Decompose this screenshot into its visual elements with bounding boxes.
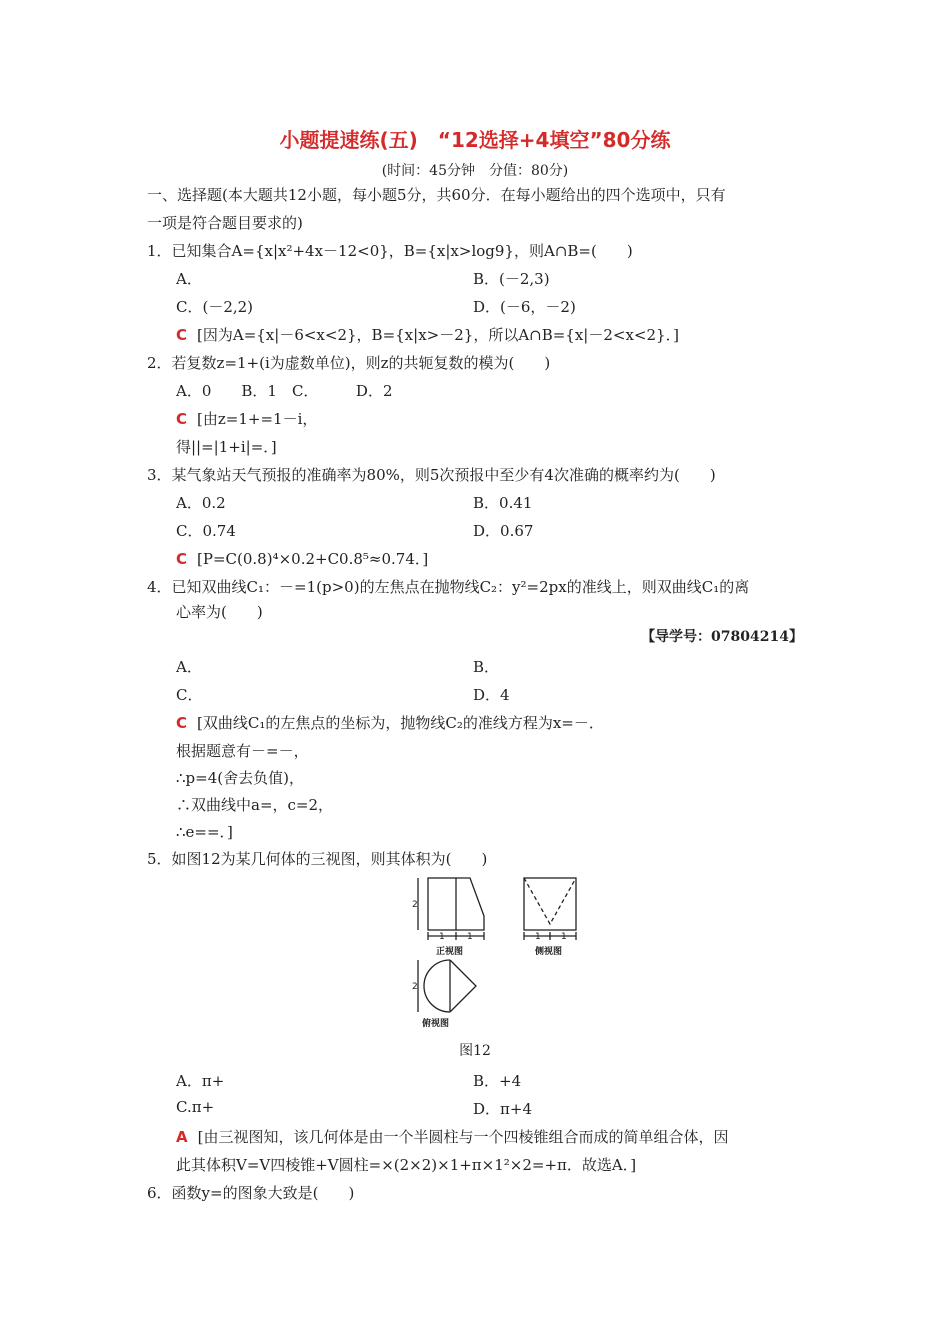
q2-solution-cont: 得||=|1+i|=．] <box>176 438 277 456</box>
q1-solution: C [因为A={x|－6<x<2}，B={x|x>－2}，所以A∩B={x|－2<x<2}．] <box>176 326 679 344</box>
q4-answer: C <box>176 714 188 732</box>
q6-stem: 6．函数y=的图象大致是( ) <box>147 1184 355 1202</box>
q4-solution-2: 根据题意有－=－， <box>176 742 309 760</box>
q3-option-c: C．0.74 <box>176 522 236 540</box>
q4-stem-cont: 心率为( ) <box>176 603 263 621</box>
section-intro: 一、选择题(本大题共12小题，每小题5分，共60分．在每小题给出的四个选项中，只有 <box>147 186 726 204</box>
q1-option-c: C．(－2,2) <box>176 298 254 316</box>
page-title: 小题提速练(五) “12选择+4填空”80分练 <box>279 128 671 152</box>
q5-option-b: B．+4 <box>473 1072 522 1090</box>
front-view-trapezoid <box>456 878 484 930</box>
q4-option-d: D．4 <box>473 686 510 704</box>
figure-caption: 图12 <box>459 1043 491 1059</box>
front-view-label: 正视图 <box>436 947 464 957</box>
q4-solution-5: ∴e==．] <box>176 823 233 841</box>
q4-option-a: A． <box>176 658 202 676</box>
q2-stem: 2．若复数z=1+(i为虚数单位)，则z的共轭复数的模为( ) <box>147 354 551 372</box>
page-subtitle: (时间：45分钟 分值：80分) <box>381 163 569 179</box>
q1-option-d: D．(－6，－2) <box>473 298 576 316</box>
q3-answer: C <box>176 550 188 568</box>
q5-option-c: C.π+ <box>176 1098 215 1116</box>
q2-solution: C [由z=1+=1－i， <box>176 410 318 428</box>
side-view-square <box>524 878 576 930</box>
top-view-triangle <box>450 960 476 1012</box>
q1-option-a: A． <box>176 270 202 288</box>
guide-number: 【导学号：07804214】 <box>641 629 803 645</box>
side-view-label: 侧视图 <box>535 947 563 957</box>
front-dim-2: 2 <box>412 900 418 910</box>
q3-stem: 3．某气象站天气预报的准确率为80%，则5次预报中至少有4次准确的概率约为( ) <box>147 466 716 484</box>
q5-stem: 5．如图12为某几何体的三视图，则其体积为( ) <box>147 850 488 868</box>
section-intro-cont: 一项是符合题目要求的) <box>147 214 303 232</box>
front-view-rect <box>428 878 456 930</box>
q4-solution-3: ∴p=4(舍去负值)， <box>176 769 304 787</box>
side-dim-1b: 1 <box>561 932 567 942</box>
q3-option-a: A．0.2 <box>176 494 226 512</box>
three-view-figure <box>400 872 590 1032</box>
q4-stem: 4．已知双曲线C₁：－=1(p>0)的左焦点在抛物线C₂：y²=2px的准线上，则双曲线C₁的离 <box>147 578 750 596</box>
top-dim-2: 2 <box>412 982 418 992</box>
q3-option-d: D．0.67 <box>473 522 534 540</box>
q1-option-b: B．(－2,3) <box>473 270 550 288</box>
q5-option-a: A．π+ <box>176 1072 225 1090</box>
top-view-semicircle <box>424 960 450 1012</box>
q1-stem: 1．已知集合A={x|x²+4x－12<0}，B={x|x>log9}，则A∩B=( ) <box>147 242 633 260</box>
q3-option-b: B．0.41 <box>473 494 533 512</box>
q5-answer: A <box>176 1128 188 1146</box>
front-dim-1b: 1 <box>467 932 473 942</box>
q5-solution: A [由三视图知，该几何体是由一个半圆柱与一个四棱锥组合而成的简单组合体，因 <box>176 1128 729 1146</box>
q4-option-c: C． <box>176 686 203 704</box>
q2-answer: C <box>176 410 188 428</box>
q2-options: A．0 B．1 C． D．2 <box>176 382 393 400</box>
q3-solution: C [P=C(0.8)⁴×0.2+C0.8⁵≈0.74．] <box>176 550 429 568</box>
q4-option-b: B． <box>473 658 500 676</box>
q4-solution: C [双曲线C₁的左焦点的坐标为，抛物线C₂的准线方程为x=－． <box>176 714 604 732</box>
front-dim-1a: 1 <box>439 932 445 942</box>
side-dim-1a: 1 <box>535 932 541 942</box>
q1-answer: C <box>176 326 188 344</box>
q5-option-d: D．π+4 <box>473 1100 532 1118</box>
q4-solution-4: ∴双曲线中a=，c=2， <box>176 796 334 814</box>
side-view-dashed <box>524 878 576 924</box>
top-view-label: 俯视图 <box>422 1019 450 1029</box>
q5-solution-cont: 此其体积V=V四棱锥+V圆柱=×(2×2)×1+π×1²×2=+π．故选A．] <box>176 1156 637 1174</box>
